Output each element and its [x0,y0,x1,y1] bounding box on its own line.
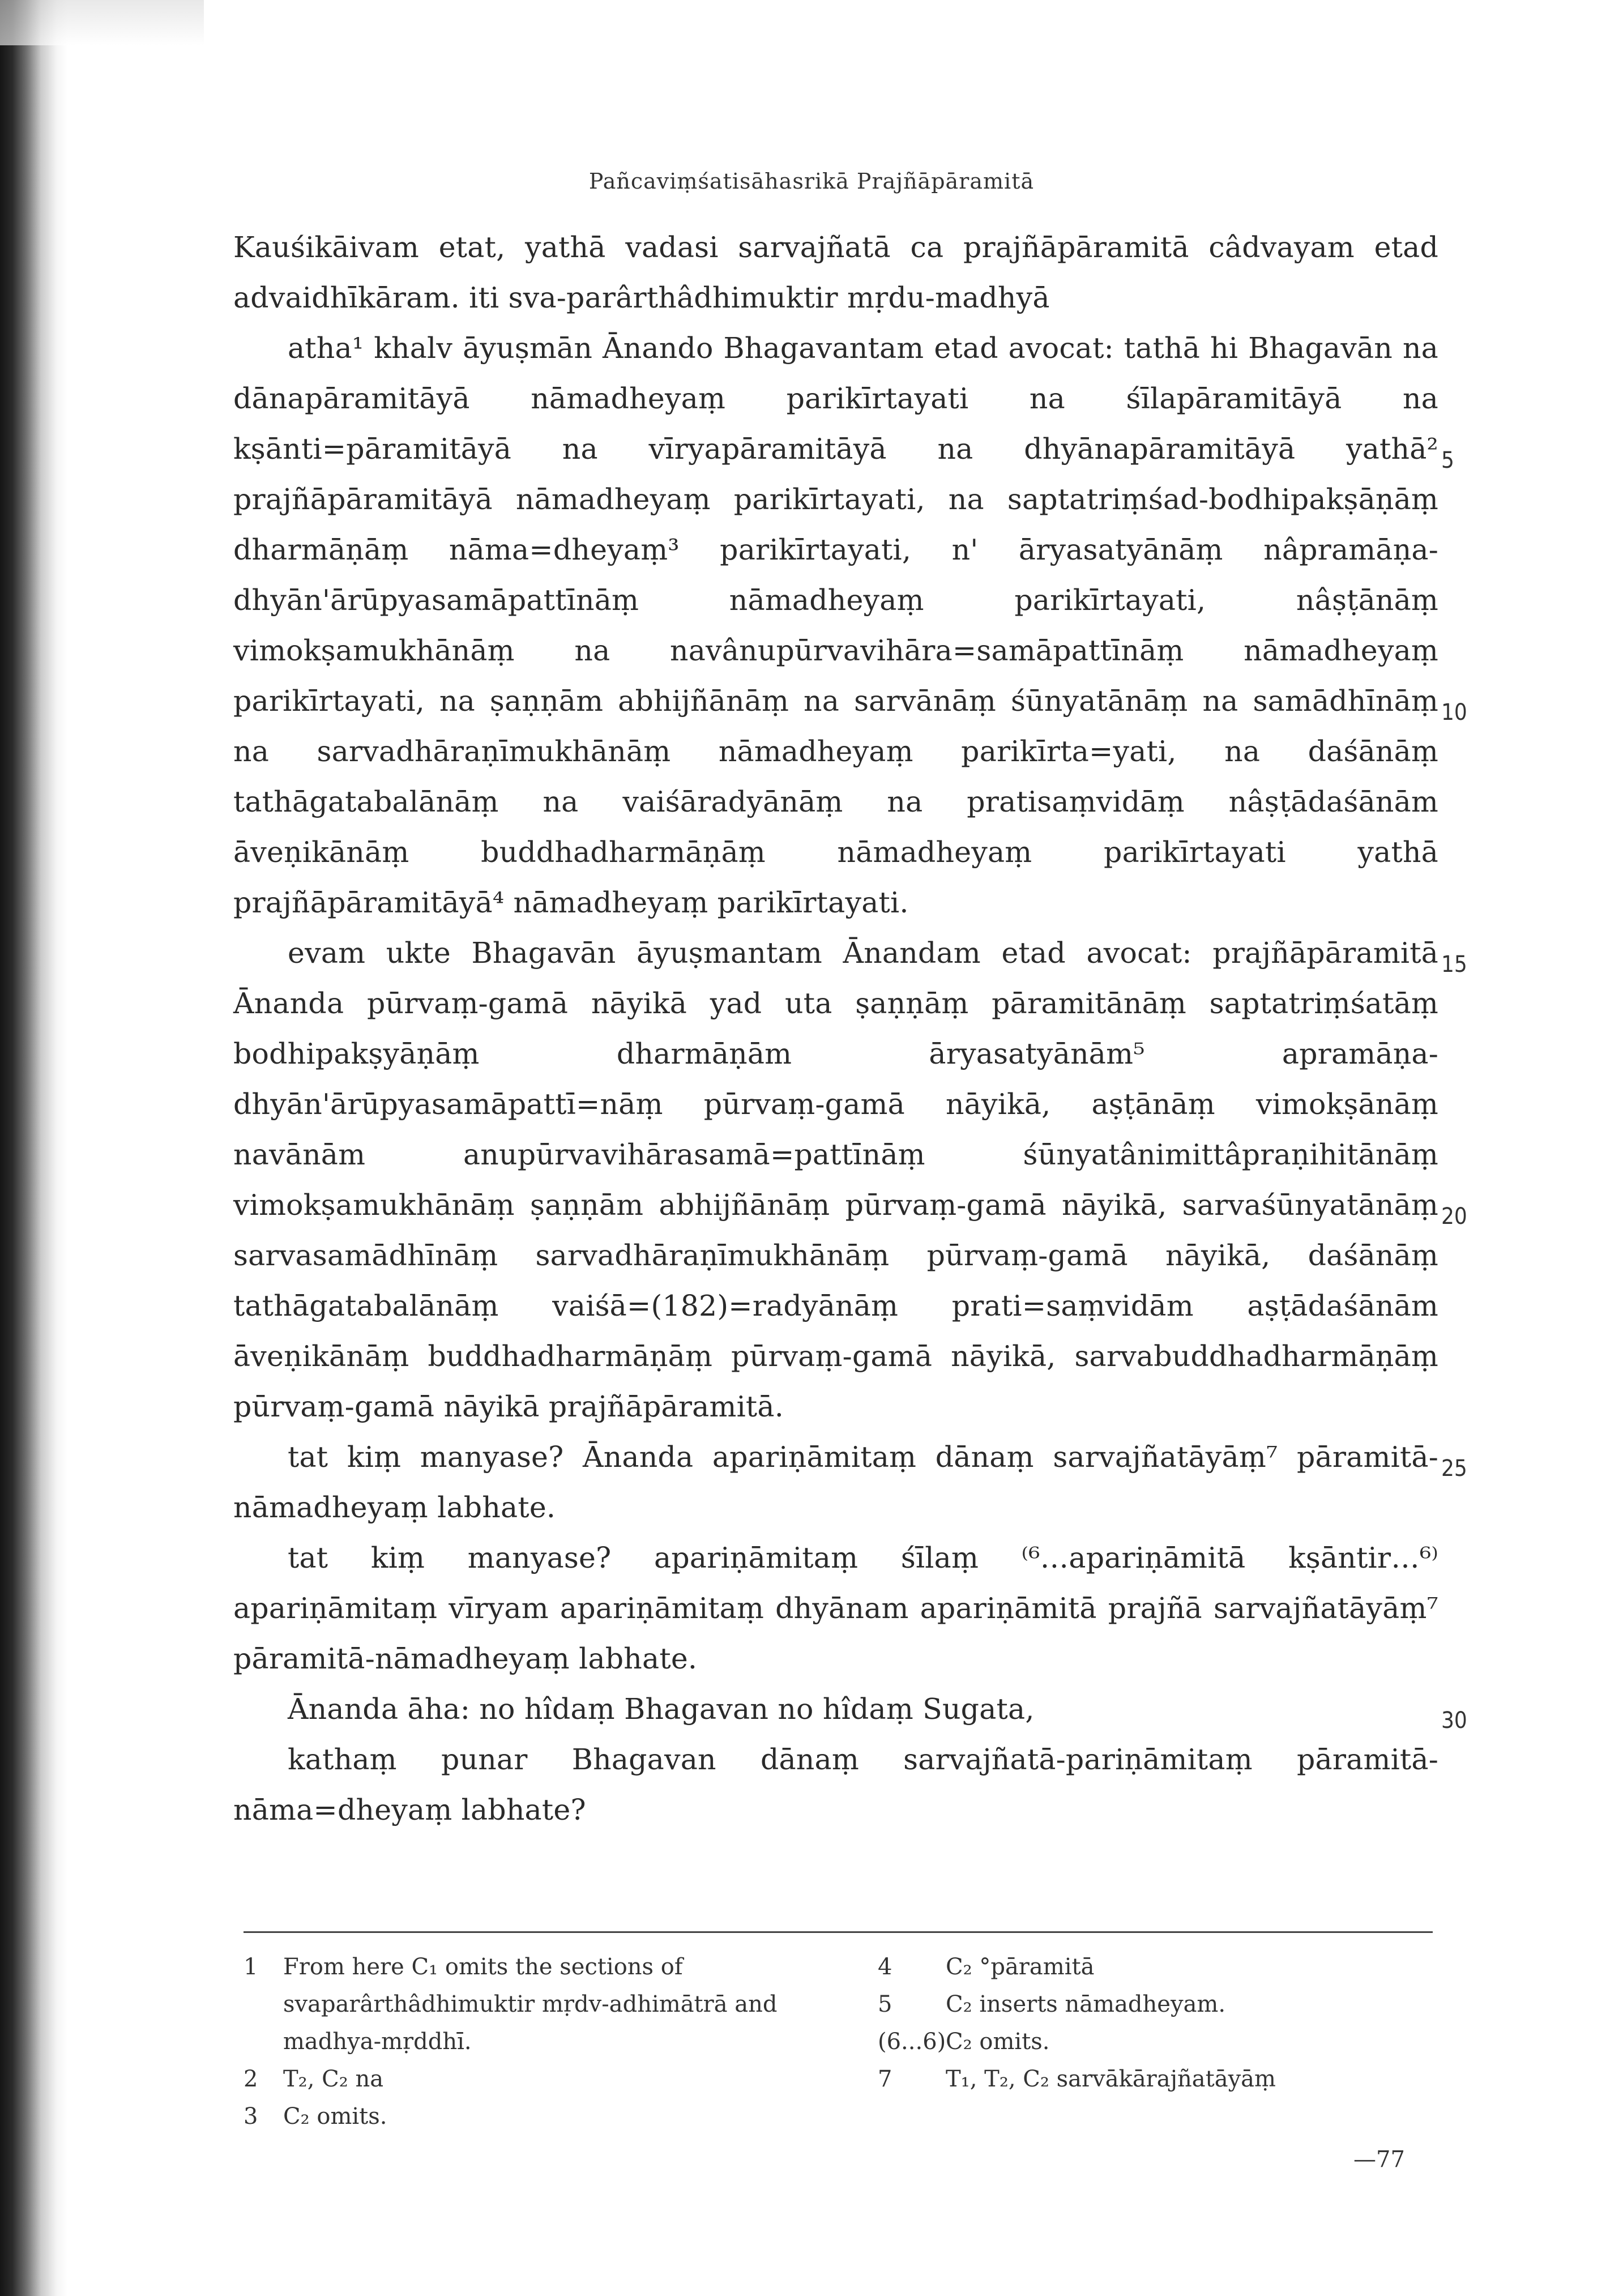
footnote-number: (6...6) [878,2029,946,2055]
footnote-text: T₂, C₂ na [283,2066,384,2092]
line-number: 20 [1441,1204,1467,1230]
footnotes-right-column [878,1948,1438,2098]
footnote [878,2023,1438,2060]
footnote [244,2098,815,2135]
paragraph-5: tat kiṃ manyase? apariṇāmitaṃ śīlaṃ ⁽⁶…apariṇāmitā kṣāntir…⁶⁾ apariṇāmitaṃ vīryam apariṇāmitaṃ dhyānam apariṇāmitā prajñā sarvajñatāyāṃ⁷ pāramitā-nāmadheyaṃ labhate. [233,1541,1438,1675]
footnote-number: 2 [244,2066,258,2092]
line-number: 10 [1441,699,1467,725]
footnote [244,1948,815,2060]
book-spine-shadow [0,0,68,2296]
footnotes-left-column [244,1948,815,2135]
footnote-text: From here C₁ omits the sections of svaparârthâdhimuktir mṛdv-adhimātrā and madhya-mṛddhī. [283,1954,778,2055]
footnote-text: C₂ inserts nāmadheyam. [946,1991,1226,2017]
footnote-rule [244,1931,1433,1933]
line-number: 25 [1441,1456,1467,1482]
paragraph-4: tat kiṃ manyase? Ānanda apariṇāmitaṃ dānaṃ sarvajñatāyāṃ⁷ pāramitā-nāmadheyaṃ labhate. [233,1440,1438,1524]
running-head: Pañcaviṃśatisāhasrikā Prajñāpāramitā [588,169,1035,194]
footnote-text: C₂ omits. [946,2029,1050,2055]
line-number: 30 [1441,1708,1467,1734]
page-edge-shadow [0,0,204,45]
paragraph-6: Ānanda āha: no hîdaṃ Bhagavan no hîdaṃ Sugata, [288,1692,1035,1726]
footnote [244,2060,815,2098]
footnote-text: C₂ omits. [283,2103,387,2129]
page-number: —77 [1353,2146,1405,2173]
line-number: 15 [1441,951,1467,978]
footnote [878,2060,1438,2098]
line-number: 5 [1441,447,1454,473]
paragraph-1: Kauśikāivam etat, yathā vadasi sarvajñatā ca prajñāpāramitā câdvayam etad advaidhīkāram. iti sva-parârthâdhimuktir mṛdu-madhyā [233,231,1438,314]
main-text [233,222,1438,1835]
footnote [878,1986,1438,2023]
footnote-text: T₁, T₂, C₂ sarvākārajñatāyāṃ [946,2066,1276,2092]
footnote-number: 4 [878,1954,892,1980]
footnote-number: 7 [878,2066,892,2092]
paragraph-7: kathaṃ punar Bhagavan dānaṃ sarvajñatā-pariṇāmitaṃ pāramitā-nāma=dheyaṃ labhate? [233,1743,1438,1826]
footnote [878,1948,1438,1986]
footnote-number: 1 [244,1954,258,1980]
footnote-text: C₂ °pāramitā [946,1954,1095,1980]
footnote-number: 3 [244,2103,258,2129]
paragraph-3: evam ukte Bhagavān āyuṣmantam Ānandam etad avocat: prajñāpāramitā Ānanda pūrvaṃ-gamā nāyikā yad uta ṣaṇṇāṃ pāramitānāṃ saptatriṃśatāṃ bodhipakṣyāṇāṃ dharmāṇām āryasatyānām⁵ apramāṇa-dhyān'ārūpyasamāpattī=nāṃ pūrvaṃ-gamā nāyikā, aṣṭānāṃ vimokṣānāṃ navānām anupūrvavihārasamā=pattīnāṃ śūnyatânimittâpraṇihitānāṃ vimokṣamukhānāṃ ṣaṇṇām abhijñānāṃ pūrvaṃ-gamā nāyikā, sarvaśūnyatānāṃ sarvasamādhīnāṃ sarvadhāraṇīmukhānāṃ pūrvaṃ-gamā nāyikā, daśānāṃ tathāgatabalānāṃ vaiśā=(182)=radyānāṃ prati=saṃvidām aṣṭādaśānām āveṇikānāṃ buddhadharmāṇāṃ pūrvaṃ-gamā nāyikā, sarvabuddhadharmāṇāṃ pūrvaṃ-gamā nāyikā prajñāpāramitā. [233,936,1438,1423]
footnote-number: 5 [878,1991,892,2017]
paragraph-2: atha¹ khalv āyuṣmān Ānando Bhagavantam etad avocat: tathā hi Bhagavān na dānapāramitāyā nāmadheyaṃ parikīrtayati na śīlapāramitāyā na kṣānti=pāramitāyā na vīryapāramitāyā na dhyānapāramitāyā yathā² prajñāpāramitāyā nāmadheyaṃ parikīrtayati, na saptatriṃśad-bodhipakṣāṇāṃ dharmāṇāṃ nāma=dheyaṃ³ parikīrtayati, n' āryasatyānāṃ nâpramāṇa-dhyān'ārūpyasamāpattīnāṃ nāmadheyaṃ parikīrtayati, nâṣṭānāṃ vimokṣamukhānāṃ na navânupūrvavihāra=samāpattīnāṃ nāmadheyaṃ parikīrtayati, na ṣaṇṇām abhijñānāṃ na sarvānāṃ śūnyatānāṃ na samādhīnāṃ na sarvadhāraṇīmukhānāṃ nāmadheyaṃ parikīrta=yati, na daśānāṃ tathāgatabalānāṃ na vaiśāradyānāṃ na pratisaṃvidāṃ nâṣṭādaśānām āveṇikānāṃ buddhadharmāṇāṃ nāmadheyaṃ parikīrtayati yathā prajñāpāramitāyā⁴ nāmadheyaṃ parikīrtayati. [233,331,1438,919]
